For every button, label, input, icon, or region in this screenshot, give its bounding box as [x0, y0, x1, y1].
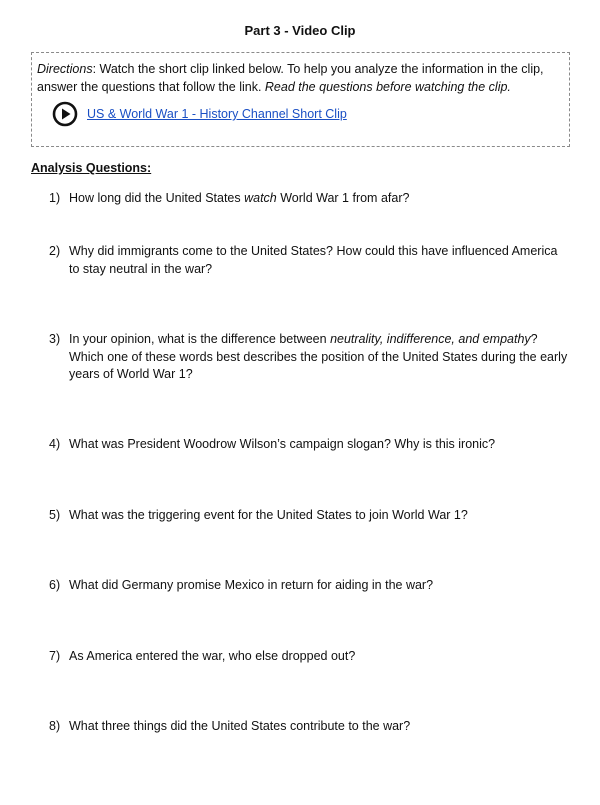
question-number: 5) — [49, 508, 61, 522]
directions-box — [31, 52, 570, 147]
question-number: 8) — [49, 719, 61, 733]
question-3 — [49, 331, 569, 384]
question-text: What did Germany promise Mexico in return for aiding in the war? — [69, 578, 434, 592]
question-number: 7) — [49, 649, 61, 663]
question-4 — [49, 436, 569, 454]
question-text: What three things did the United States contribute to the war? — [69, 719, 411, 733]
question-text: As America entered the war, who else dropped out? — [69, 649, 356, 663]
question-text: What was the triggering event for the United States to join World War 1? — [69, 508, 468, 522]
question-number: 4) — [49, 437, 61, 451]
directions-label: Directions — [37, 62, 93, 76]
question-5 — [49, 507, 569, 525]
video-clip-link[interactable]: US & World War 1 - History Channel Short Clip — [87, 107, 347, 121]
question-number: 1) — [49, 191, 61, 205]
question-text: Why did immigrants come to the United States? How could this have influenced America to stay neutral in the war? — [69, 244, 558, 276]
question-text: In your opinion, what is the difference between neutrality, indifference, and empathy? Which one of these words best describes the position of the United States during the early years of World War 1? — [69, 332, 568, 381]
page-title: Part 3 - Video Clip — [244, 23, 356, 38]
question-2 — [49, 243, 569, 278]
analysis-heading: Analysis Questions: — [31, 161, 152, 175]
question-number: 6) — [49, 578, 61, 592]
question-text: What was President Woodrow Wilson’s campaign slogan? Why is this ironic? — [69, 437, 496, 451]
question-6 — [49, 577, 569, 595]
question-number: 2) — [49, 244, 61, 258]
directions-body: : Watch the short clip linked below. To help you analyze the information in the clip, answer the questions that follow the link. — [37, 62, 544, 94]
question-8 — [49, 718, 569, 736]
directions-text — [37, 60, 567, 96]
question-7 — [49, 648, 569, 666]
directions-emphasis: Read the questions before watching the clip. — [264, 80, 511, 94]
video-link-row[interactable] — [52, 101, 347, 127]
play-circle-icon[interactable] — [52, 101, 78, 127]
question-1 — [49, 190, 569, 208]
question-number: 3) — [49, 332, 61, 346]
question-text: How long did the United States watch World War 1 from afar? — [69, 191, 410, 205]
